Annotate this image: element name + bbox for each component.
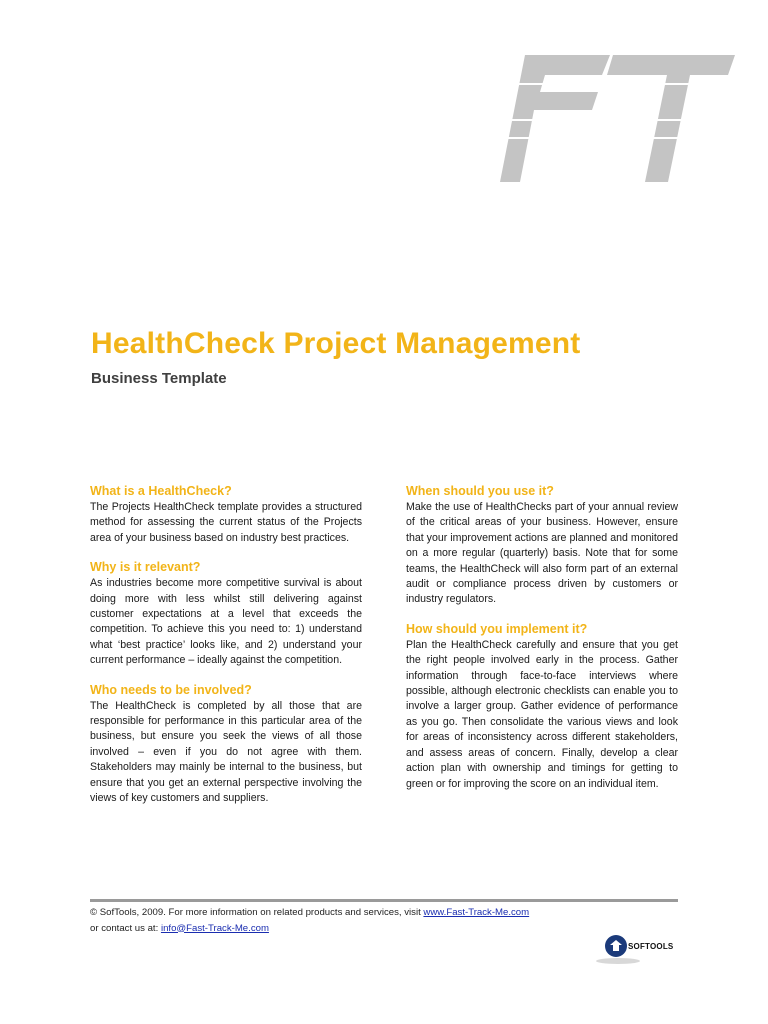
speed-lines <box>90 62 660 161</box>
footer-contact-text: or contact us at: <box>90 922 161 934</box>
section-heading: When should you use it? <box>406 484 554 498</box>
section-how <box>406 622 678 792</box>
section-why <box>90 560 362 668</box>
section-body: Plan the HealthCheck carefully and ensure that you get the right people involved early in the process. Gather information through face-to-face interviews where possible, although electronic checklists can enable you to involve a larger group. Gather evidence of performance as you go. Then consolidate the various views and look for areas of inconsistency across different stakeholders, and assess areas of concern. Finally, develop a clear action plan with ownership and timings for getting to green or for improving the score on an individual item. <box>406 638 678 790</box>
section-what <box>90 484 362 546</box>
speed-lines-logo <box>0 0 768 200</box>
section-body: As industries become more competitive survival is about doing more with less whilst still delivering against customer expectations at a level that exceeds the competition. To achieve this you need to: 1) understand what ‘best practice’ looks like, and 2) understand your current performance – ideally against the competition. <box>90 577 362 667</box>
footer-line-2 <box>90 921 529 937</box>
section-heading: Who needs to be involved? <box>90 682 252 697</box>
left-column <box>90 484 362 821</box>
footer-line-1 <box>90 905 529 921</box>
section-body: Make the use of HealthChecks part of your annual review of the critical areas of your business. However, ensure that your improvement actions are planned and monitored on a more regular (quarterly) basis. Note that for some teams, the HealthCheck will also form part of an external audit or compliance process driven by customers or industry regulators. <box>406 501 678 606</box>
section-body: The Projects HealthCheck template provides a structured method for assessing the current status of the Projects area of your business based on industry best practices. <box>90 501 362 544</box>
website-link[interactable]: www.Fast-Track-Me.com <box>423 907 530 918</box>
section-body: The HealthCheck is completed by all those that are responsible for performance in this particular area of the business, but ensure you seek the views of all those involved – even if you do not agree with them. Stakeholders may mainly be internal to the business, but ensure that you get an external perspective involving the views of key customers and suppliers. <box>90 699 362 805</box>
section-when <box>406 484 678 608</box>
softools-brand-text: SOFTOOLS <box>628 942 674 951</box>
right-column <box>406 484 678 806</box>
section-who <box>90 683 362 807</box>
footer-copyright-text: © SofTools, 2009. For more information on related products and services, visit <box>90 907 424 918</box>
section-heading: How should you implement it? <box>406 621 588 636</box>
footer <box>90 905 529 936</box>
document-subtitle: Business Template <box>91 370 227 387</box>
email-link[interactable]: info@Fast-Track-Me.com <box>160 922 269 934</box>
footer-divider <box>90 899 678 902</box>
document-title: HealthCheck Project Management <box>91 327 581 360</box>
section-heading: What is a HealthCheck? <box>90 484 232 498</box>
section-heading: Why is it relevant? <box>90 560 201 575</box>
